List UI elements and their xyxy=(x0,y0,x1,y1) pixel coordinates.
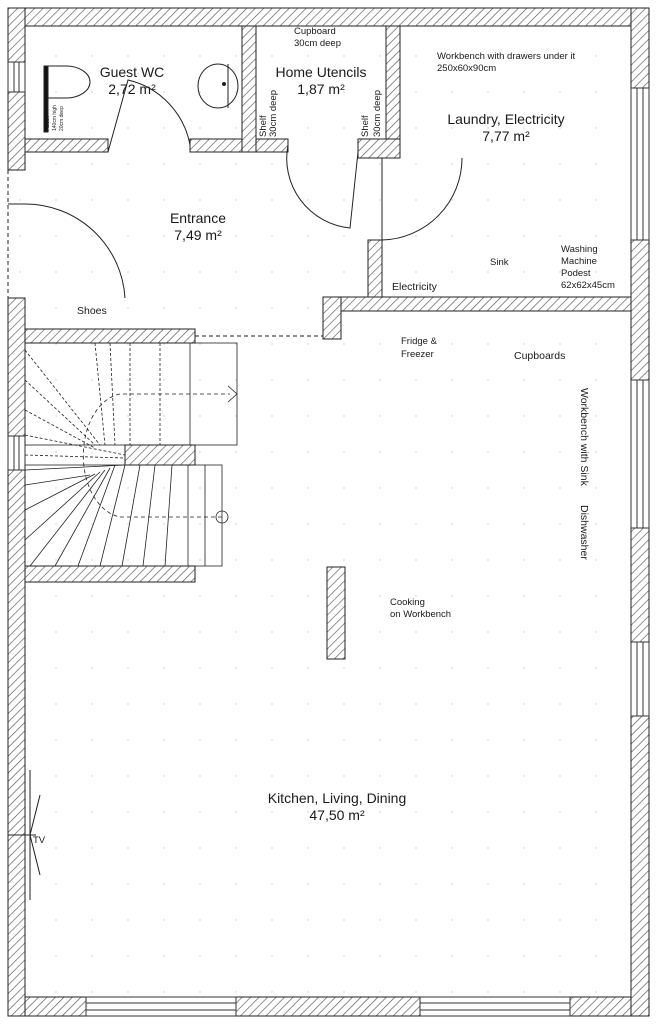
fridge-label-1: Fridge & xyxy=(401,336,437,347)
window-kitchen-2 xyxy=(631,642,649,716)
wc-wall-bottom-a xyxy=(25,139,108,152)
laundry-name: Laundry, Electricity xyxy=(447,111,565,127)
washing-label-1: Washing xyxy=(561,244,598,255)
laundry-wall-left xyxy=(368,240,382,298)
kitchen-area: 47,50 m² xyxy=(309,807,365,823)
window-wc xyxy=(8,62,25,92)
stair-wall-center xyxy=(125,445,195,465)
stair-wall-bottom xyxy=(25,566,195,582)
window-laundry xyxy=(631,88,649,240)
outer-wall-left-2 xyxy=(8,92,25,170)
wc-wall-bottom-b xyxy=(190,139,246,152)
cupboard-label-1: Cupboard xyxy=(294,26,336,37)
window-bottom-2 xyxy=(420,997,570,1016)
window-bottom-1 xyxy=(86,997,236,1016)
wc-utensils-wall xyxy=(242,26,256,152)
utensils-laundry-wall xyxy=(386,26,400,158)
utensils-laundry-wall-foot xyxy=(358,139,400,158)
tv-label: TV xyxy=(33,835,46,846)
laundry-wall-bottom xyxy=(323,297,631,311)
outer-wall-right-4 xyxy=(631,716,649,1016)
workbench-drawers-label-2: 250x60x90cm xyxy=(437,63,497,74)
cooking-label-2: on Workbench xyxy=(390,609,452,620)
kitchen-name: Kitchen, Living, Dining xyxy=(267,790,407,806)
grid-dots xyxy=(8,8,649,1016)
workbench-drawers-label-1: Workbench with drawers under it xyxy=(437,51,576,62)
stair-wall-top xyxy=(25,329,195,343)
shelf-right-label-1: Shelf xyxy=(360,115,371,137)
outer-wall-right-2 xyxy=(631,240,649,380)
shelf-left-label-1: Shelf xyxy=(258,115,269,137)
window-kitchen-1 xyxy=(631,380,649,528)
outer-wall-left-3 xyxy=(8,298,25,436)
shelf-left-label-2: 30cm deep xyxy=(268,89,279,137)
kitchen-partition xyxy=(327,567,345,659)
washing-label-2: Machine xyxy=(561,256,597,267)
laundry-area: 7,77 m² xyxy=(482,128,530,144)
dishwasher-label: Dishwasher xyxy=(578,505,590,560)
fridge-label-2: Freezer xyxy=(401,349,434,360)
laundry-wall-corner xyxy=(323,297,341,339)
guest-wc-area: 2,72 m² xyxy=(108,81,156,97)
workbench-sink-label: Workbench with Sink xyxy=(578,388,590,486)
washing-label-3: Podest xyxy=(561,268,591,279)
electricity-label: Electricity xyxy=(392,281,437,293)
washing-label-4: 62x62x45cm xyxy=(561,280,615,291)
outer-wall-left-1 xyxy=(8,8,25,62)
shelf-right-label-2: 30cm deep xyxy=(372,89,383,137)
entrance-area: 7,49 m² xyxy=(174,227,222,243)
wc-note-3: 20cm deep xyxy=(59,106,65,131)
shoes-label: Shoes xyxy=(77,305,107,317)
outer-wall-right-1 xyxy=(631,8,649,88)
guest-wc-name: Guest WC xyxy=(99,64,165,80)
window-stairs xyxy=(8,436,25,470)
utensils-name: Home Utencils xyxy=(275,64,367,80)
wc-note-2: 140cm high xyxy=(52,105,58,131)
cupboard-label-2: 30cm deep xyxy=(294,38,342,49)
sink-label: Sink xyxy=(490,257,509,268)
outer-wall-right-3 xyxy=(631,528,649,642)
cooking-label-1: Cooking xyxy=(390,597,425,608)
utensils-area: 1,87 m² xyxy=(297,81,345,97)
outer-wall-top xyxy=(8,8,649,26)
utensils-wall-bottom xyxy=(256,139,288,152)
cupboards-label: Cupboards xyxy=(514,350,566,362)
outer-wall-left-4 xyxy=(8,470,25,1016)
wc-note-1: Falbox xyxy=(45,115,51,131)
entrance-name: Entrance xyxy=(169,210,227,226)
